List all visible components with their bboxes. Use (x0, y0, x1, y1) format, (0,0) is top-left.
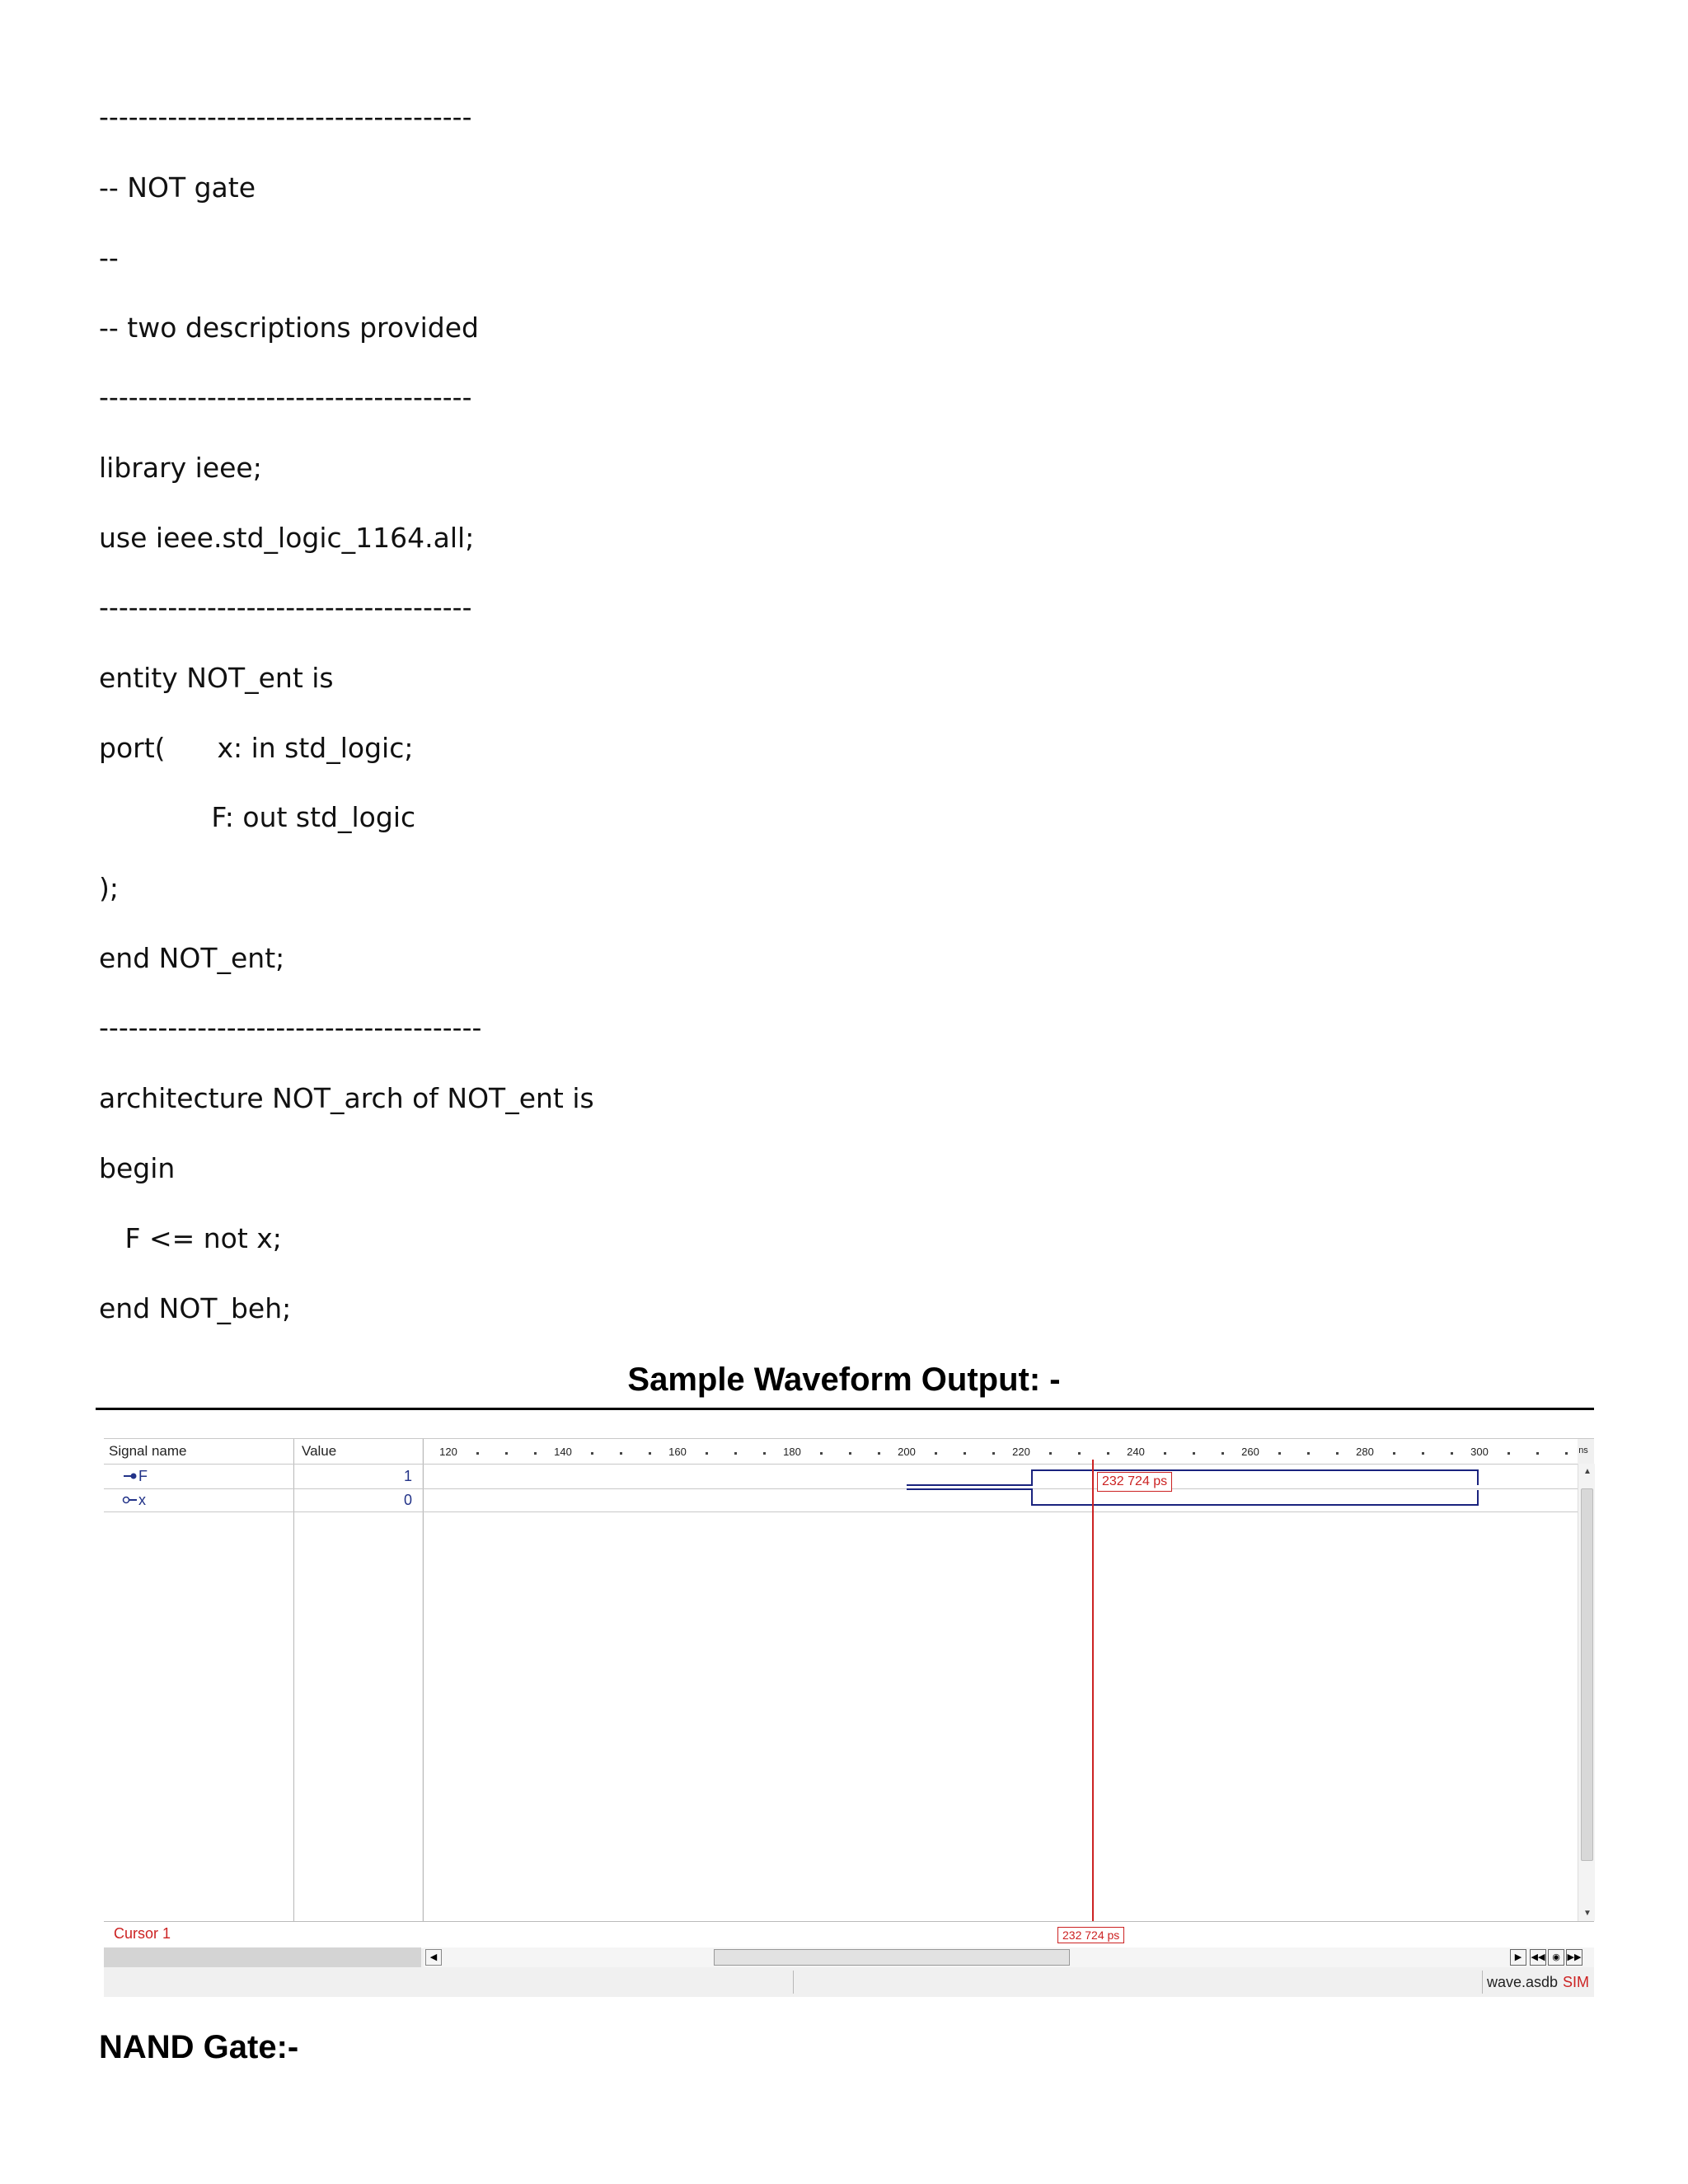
value-header[interactable]: Value (302, 1443, 337, 1459)
code-line: -------------------------------------- (99, 101, 472, 133)
waveform-heading: Sample Waveform Output: - (627, 1361, 1061, 1398)
status-file: wave.asdb (1487, 1974, 1559, 1990)
code-line: F <= not x; (99, 1222, 282, 1254)
time-tick-label: 120 (439, 1446, 457, 1458)
signal-name: x (138, 1492, 146, 1508)
cursor-row[interactable] (104, 1921, 1594, 1948)
code-line: --------------------------------------- (99, 1011, 482, 1043)
time-tick-label: 180 (783, 1446, 801, 1458)
code-line: -- NOT gate (99, 171, 256, 204)
signal-name: F (138, 1468, 148, 1484)
code-line: architecture NOT_arch of NOT_ent is (99, 1082, 594, 1114)
time-tick-label: 260 (1241, 1446, 1259, 1458)
time-tick-label: 140 (554, 1446, 572, 1458)
scroll-down-icon[interactable]: ▼ (1583, 1909, 1592, 1918)
zoom-icon[interactable]: ◉ (1548, 1949, 1564, 1966)
code-line: begin (99, 1152, 176, 1184)
code-line: use ieee.std_logic_1164.all; (99, 522, 475, 554)
wave-F-segment (907, 1470, 1478, 1485)
code-line: entity NOT_ent is (99, 662, 334, 694)
status-divider (1482, 1971, 1483, 1994)
cursor-time-marker[interactable]: 232 724 ps (1057, 1927, 1124, 1943)
code-line: end NOT_beh; (99, 1292, 292, 1324)
horizontal-scrollbar[interactable] (424, 1947, 1594, 1967)
code-line: -- two descriptions provided (99, 312, 479, 344)
code-line: port( x: in std_logic; (99, 732, 414, 764)
heading-rule (96, 1408, 1594, 1410)
cursor-time-tag[interactable]: 232 724 ps (1097, 1472, 1172, 1492)
code-line: library ieee; (99, 452, 262, 484)
wave-trace-F (907, 1470, 1478, 1485)
waveform-traces (104, 1439, 1594, 1997)
fast-forward-icon[interactable]: ▶▶ (1566, 1949, 1582, 1966)
horizontal-scroll-thumb[interactable] (714, 1949, 1070, 1966)
time-tick-label: 220 (1012, 1446, 1030, 1458)
code-line: end NOT_ent; (99, 942, 285, 974)
time-tick-label: 280 (1356, 1446, 1374, 1458)
status-bar (104, 1967, 1594, 1997)
left-scroll-area (104, 1947, 421, 1967)
scroll-up-icon[interactable]: ▲ (1583, 1467, 1592, 1476)
time-tick-label: 300 (1470, 1446, 1489, 1458)
time-tick-label: 240 (1127, 1446, 1145, 1458)
time-tick-label: 200 (898, 1446, 916, 1458)
code-line: -------------------------------------- (99, 381, 472, 413)
vertical-scrollbar[interactable] (1578, 1464, 1595, 1921)
signal-name-header[interactable]: Signal name (109, 1443, 187, 1459)
time-tick-label: 160 (668, 1446, 687, 1458)
waveform-viewer (104, 1438, 1594, 1997)
status-divider (793, 1971, 794, 1994)
wave-x-segment (907, 1489, 1478, 1505)
nand-heading: NAND Gate:- (99, 2029, 299, 2065)
code-line: -------------------------------------- (99, 591, 472, 623)
scroll-left-icon[interactable]: ◀ (425, 1949, 442, 1966)
signal-value: 0 (403, 1492, 412, 1508)
wave-trace-x (907, 1489, 1478, 1505)
scroll-right-icon[interactable]: ▶ (1510, 1949, 1526, 1966)
time-unit: ns (1578, 1446, 1588, 1455)
code-line: F: out std_logic (99, 801, 416, 833)
scrollbar-thumb[interactable] (1581, 1488, 1593, 1861)
status-mode: SIM (1563, 1974, 1590, 1990)
signal-value: 1 (403, 1468, 412, 1484)
cursor-name[interactable]: Cursor 1 (114, 1925, 171, 1942)
code-line: ); (99, 872, 119, 904)
code-line: -- (99, 241, 119, 274)
rewind-icon[interactable]: ◀◀ (1530, 1949, 1546, 1966)
